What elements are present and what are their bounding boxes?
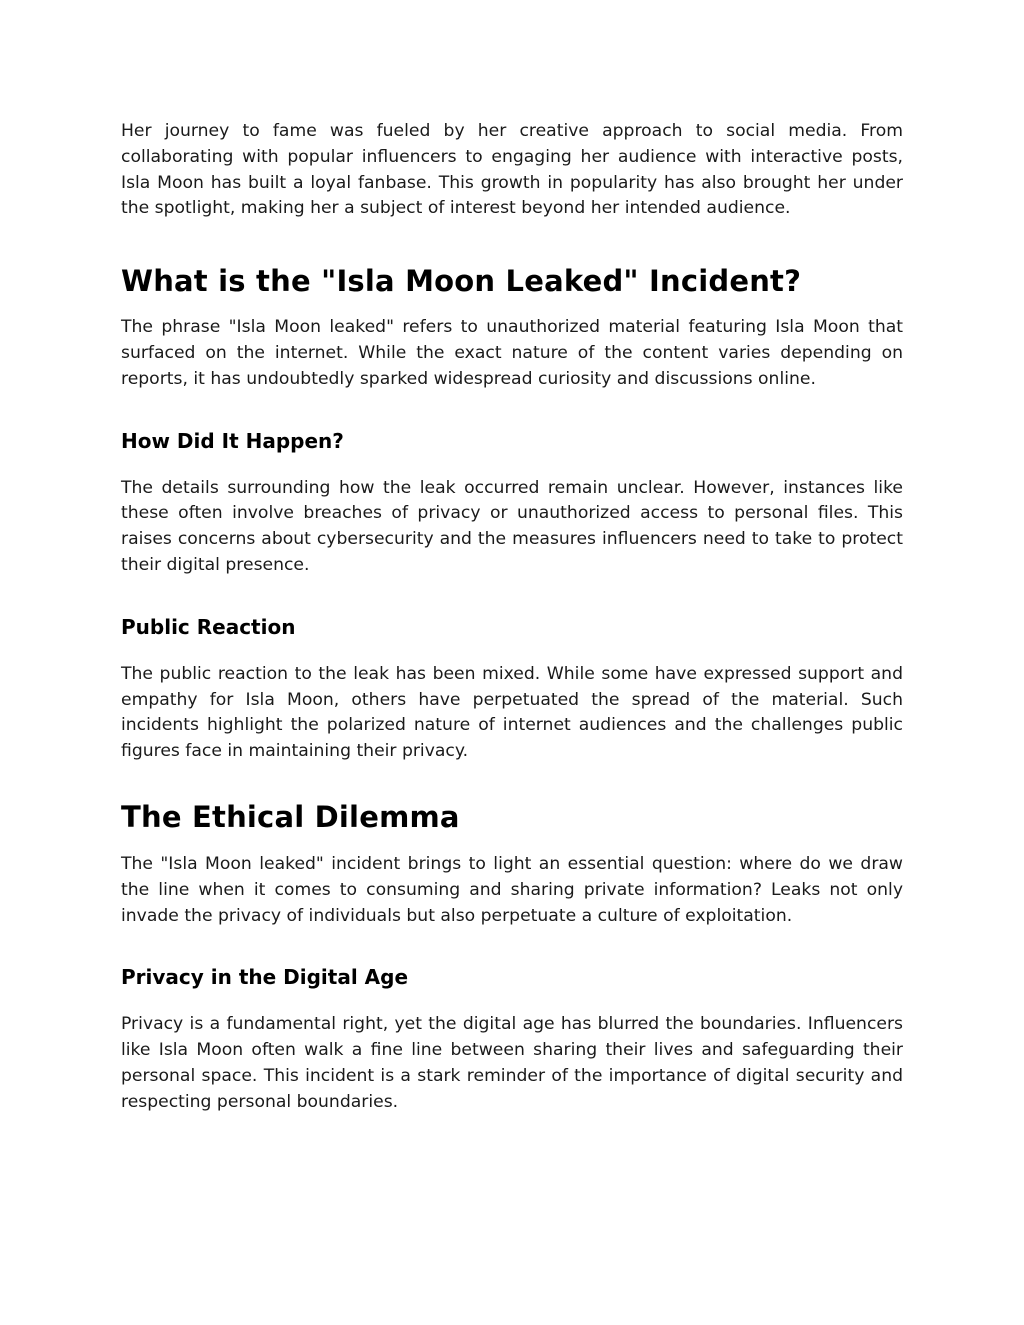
section-paragraph-ethical-dilemma: The "Isla Moon leaked" incident brings to light an essential question: where do we draw the line when it comes to consuming and sharing private information? Leaks not only invade the privacy of individuals but also perpetuate a culture of exploitation. [121,853,903,926]
section-heading-incident: What is the "Isla Moon Leaked" Incident? [121,264,802,299]
section-paragraph-incident: The phrase "Isla Moon leaked" refers to unauthorized material featuring Isla Moon that surfaced on the internet. While the exact nature of the content varies depending on reports, it has undoubtedly sparked widespread curiosity and discussions online. [121,317,903,389]
subsection-paragraph-privacy: Privacy is a fundamental right, yet the digital age has blurred the boundaries. Influencers like Isla Moon often walk a fine line between sharing their lives and safeguarding their personal space. This incident is a stark reminder of the importance of digital security and respecting personal boundaries. [121,1014,903,1112]
subsection-heading-how: How Did It Happen? [121,428,344,453]
intro-paragraph: Her journey to fame was fueled by her creative approach to social media. From collaborating with popular influencers to engaging her audience with interactive posts, Isla Moon has built a loyal fanbase. This growth in popularity has also brought her under the spotlight, making her a subject of interest beyond her intended audience. [121,121,903,219]
subsection-paragraph-how: The details surrounding how the leak occurred remain unclear. However, instances like these often involve breaches of privacy or unauthorized access to personal files. This raises concerns about cybersecurity and the measures influencers need to take to protect their digital presence. [121,477,903,575]
subsection-heading-public-reaction: Public Reaction [121,614,296,639]
section-heading-ethical-dilemma: The Ethical Dilemma [121,799,460,834]
subsection-paragraph-public-reaction: The public reaction to the leak has been mixed. While some have expressed support and empathy for Isla Moon, others have perpetuated the spread of the material. Such incidents highlight the polarized nature of internet audiences and the challenges public figures face in maintaining their privacy. [121,663,903,762]
subsection-heading-privacy: Privacy in the Digital Age [121,965,409,990]
article-body [121,119,903,1116]
